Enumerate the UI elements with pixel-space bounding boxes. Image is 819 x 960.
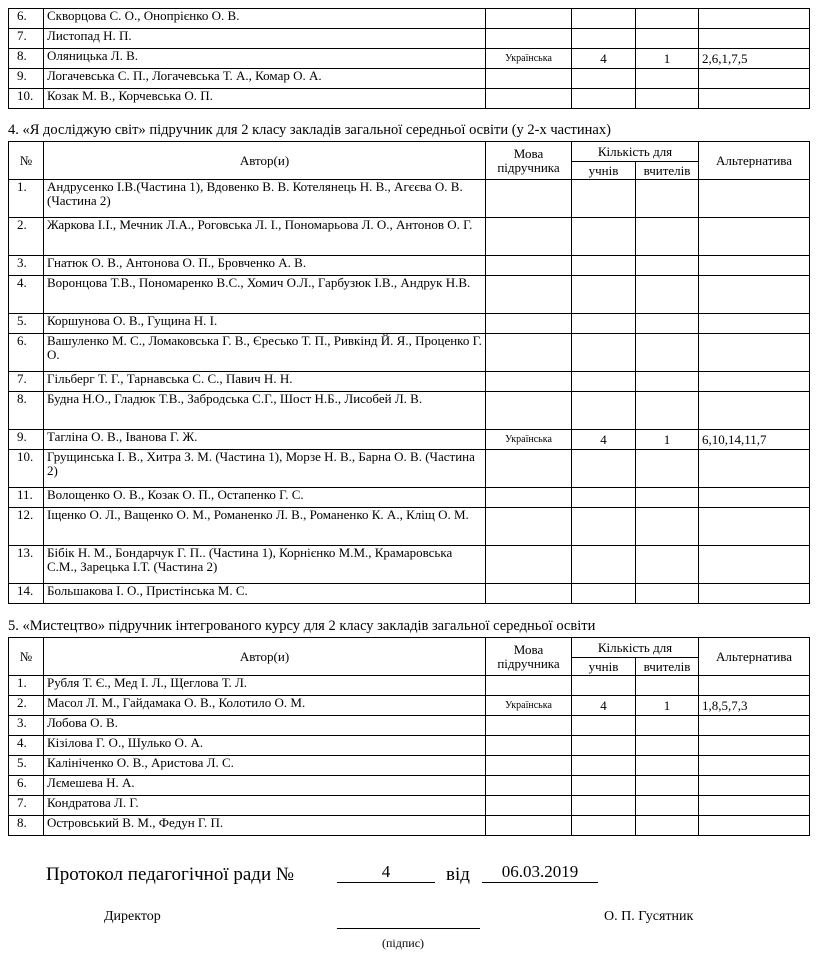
- row-language: [486, 736, 572, 756]
- row-authors: Будна Н.О., Гладюк Т.В., Забродська С.Г., Шост Н.Б., Лисобей Л. В.: [44, 392, 486, 430]
- row-alternative: 6,10,14,11,7: [699, 430, 810, 450]
- row-students-count: [572, 9, 636, 29]
- table-row: [9, 314, 810, 334]
- row-students-count: 4: [572, 49, 636, 69]
- row-number: 5.: [9, 314, 44, 334]
- row-alternative: [699, 736, 810, 756]
- row-students-count: [572, 676, 636, 696]
- header-students: учнів: [572, 162, 636, 180]
- row-authors: Кондратова Л. Г.: [44, 796, 486, 816]
- table-row: [9, 276, 810, 314]
- row-number: 5.: [9, 756, 44, 776]
- row-number: 13.: [9, 546, 44, 584]
- row-students-count: [572, 546, 636, 584]
- table-row: [9, 816, 810, 836]
- row-language: [486, 676, 572, 696]
- row-number: 3.: [9, 256, 44, 276]
- row-students-count: [572, 180, 636, 218]
- row-alternative: [699, 584, 810, 604]
- header-language: Мова підручника: [486, 142, 572, 180]
- row-number: 6.: [9, 776, 44, 796]
- table-row: [9, 736, 810, 756]
- row-language: Українська: [486, 696, 572, 716]
- row-alternative: [699, 314, 810, 334]
- row-number: 9.: [9, 69, 44, 89]
- header-authors: Автор(и): [44, 638, 486, 676]
- table-row: [9, 372, 810, 392]
- signature-caption: (підпис): [382, 936, 425, 950]
- table-row: [9, 256, 810, 276]
- table-row: [9, 450, 810, 488]
- row-number: 4.: [9, 276, 44, 314]
- row-teachers-count: [636, 89, 699, 109]
- header-students: учнів: [572, 658, 636, 676]
- row-number: 12.: [9, 508, 44, 546]
- row-number: 7.: [9, 29, 44, 49]
- row-teachers-count: 1: [636, 696, 699, 716]
- table-row: [9, 508, 810, 546]
- row-alternative: [699, 546, 810, 584]
- row-authors: Островський В. М., Федун Г. П.: [44, 816, 486, 836]
- row-number: 8.: [9, 816, 44, 836]
- row-students-count: [572, 89, 636, 109]
- row-teachers-count: [636, 546, 699, 584]
- row-alternative: [699, 9, 810, 29]
- row-number: 10.: [9, 89, 44, 109]
- row-authors: Масол Л. М., Гайдамака О. В., Колотило О. М.: [44, 696, 486, 716]
- row-alternative: [699, 716, 810, 736]
- row-students-count: [572, 716, 636, 736]
- row-number: 8.: [9, 49, 44, 69]
- row-language: [486, 9, 572, 29]
- protocol-number: 4: [337, 862, 435, 883]
- row-number: 9.: [9, 430, 44, 450]
- row-teachers-count: [636, 584, 699, 604]
- row-authors: Тагліна О. В., Іванова Г. Ж.: [44, 430, 486, 450]
- row-number: 2.: [9, 696, 44, 716]
- row-teachers-count: [636, 372, 699, 392]
- row-teachers-count: [636, 276, 699, 314]
- row-alternative: [699, 334, 810, 372]
- header-alternative: Альтернатива: [699, 142, 810, 180]
- row-students-count: [572, 756, 636, 776]
- row-students-count: [572, 372, 636, 392]
- row-language: [486, 218, 572, 256]
- row-authors: Гнатюк О. В., Антонова О. П., Бровченко А. В.: [44, 256, 486, 276]
- row-students-count: 4: [572, 430, 636, 450]
- table-row: [9, 776, 810, 796]
- row-authors: Скворцова С. О., Онопрієнко О. В.: [44, 9, 486, 29]
- row-teachers-count: [636, 756, 699, 776]
- row-students-count: [572, 256, 636, 276]
- row-authors: Оляницька Л. В.: [44, 49, 486, 69]
- row-authors: Рубля Т. Є., Мед І. Л., Щеглова Т. Л.: [44, 676, 486, 696]
- row-teachers-count: [636, 776, 699, 796]
- header-quantity: Кількість для: [572, 142, 699, 162]
- row-authors: Андрусенко І.В.(Частина 1), Вдовенко В. В. Котелянець Н. В., Агєєва О. В. (Частина 2): [44, 180, 486, 218]
- table-row: [9, 89, 810, 109]
- row-language: [486, 314, 572, 334]
- row-number: 14.: [9, 584, 44, 604]
- row-alternative: 2,6,1,7,5: [699, 49, 810, 69]
- row-teachers-count: [636, 29, 699, 49]
- row-alternative: [699, 372, 810, 392]
- row-teachers-count: [636, 256, 699, 276]
- row-language: [486, 796, 572, 816]
- table-previous-section: [8, 8, 810, 109]
- section-4-title: 4. «Я досліджую світ» підручник для 2 класу закладів загальної середньої освіти (у 2-х частинах): [8, 122, 611, 138]
- row-language: Українська: [486, 430, 572, 450]
- header-quantity: Кількість для: [572, 638, 699, 658]
- row-alternative: [699, 256, 810, 276]
- row-number: 1.: [9, 676, 44, 696]
- row-number: 1.: [9, 180, 44, 218]
- row-authors: Іщенко О. Л., Ващенко О. М., Романенко Л. В., Романенко К. А., Кліщ О. М.: [44, 508, 486, 546]
- row-authors: Лобова О. В.: [44, 716, 486, 736]
- row-students-count: [572, 584, 636, 604]
- row-language: [486, 508, 572, 546]
- row-teachers-count: [636, 508, 699, 546]
- row-students-count: [572, 276, 636, 314]
- row-language: [486, 29, 572, 49]
- row-teachers-count: [636, 218, 699, 256]
- header-num: №: [9, 638, 44, 676]
- row-students-count: [572, 816, 636, 836]
- row-alternative: [699, 816, 810, 836]
- table-row: [9, 49, 810, 69]
- row-language: [486, 546, 572, 584]
- row-authors: Гільберг Т. Г., Тарнавська С. С., Павич Н. Н.: [44, 372, 486, 392]
- row-students-count: [572, 218, 636, 256]
- row-alternative: [699, 218, 810, 256]
- row-language: [486, 89, 572, 109]
- row-authors: Калініченко О. В., Аристова Л. С.: [44, 756, 486, 776]
- row-authors: Козак М. В., Корчевська О. П.: [44, 89, 486, 109]
- row-teachers-count: [636, 9, 699, 29]
- table-row: [9, 488, 810, 508]
- header-language: Мова підручника: [486, 638, 572, 676]
- row-alternative: [699, 392, 810, 430]
- row-language: [486, 716, 572, 736]
- row-teachers-count: [636, 334, 699, 372]
- header-authors: Автор(и): [44, 142, 486, 180]
- row-number: 7.: [9, 796, 44, 816]
- row-language: [486, 584, 572, 604]
- row-number: 2.: [9, 218, 44, 256]
- table-row: [9, 430, 810, 450]
- row-teachers-count: 1: [636, 49, 699, 69]
- signature-line: [337, 928, 480, 929]
- header-alternative: Альтернатива: [699, 638, 810, 676]
- table-row: [9, 796, 810, 816]
- row-alternative: [699, 676, 810, 696]
- row-students-count: [572, 314, 636, 334]
- table-row: [9, 29, 810, 49]
- table-row: [9, 756, 810, 776]
- row-alternative: [699, 796, 810, 816]
- row-authors: Волощенко О. В., Козак О. П., Остапенко Г. С.: [44, 488, 486, 508]
- row-language: [486, 276, 572, 314]
- row-alternative: [699, 508, 810, 546]
- row-authors: Кізілова Г. О., Шулько О. А.: [44, 736, 486, 756]
- row-number: 3.: [9, 716, 44, 736]
- row-authors: Жаркова І.І., Мечник Л.А., Роговська Л. І., Пономарьова Л. О., Антонов О. Г.: [44, 218, 486, 256]
- director-label: Директор: [104, 909, 161, 924]
- section-5-title: 5. «Мистецтво» підручник інтегрованого курсу для 2 класу закладів загальної середньої освіти: [8, 618, 596, 634]
- row-number: 6.: [9, 334, 44, 372]
- row-authors: Логачевська С. П., Логачевська Т. А., Комар О. А.: [44, 69, 486, 89]
- row-number: 6.: [9, 9, 44, 29]
- row-authors: Вашуленко М. С., Ломаковська Г. В., Єресько Т. П., Ривкінд Й. Я., Проценко Г. О.: [44, 334, 486, 372]
- row-teachers-count: [636, 392, 699, 430]
- header-teachers: вчителів: [636, 658, 699, 676]
- row-students-count: [572, 776, 636, 796]
- row-students-count: [572, 392, 636, 430]
- row-teachers-count: [636, 314, 699, 334]
- row-number: 4.: [9, 736, 44, 756]
- row-language: [486, 756, 572, 776]
- row-students-count: [572, 508, 636, 546]
- protocol-label: Протокол педагогічної ради №: [46, 864, 295, 885]
- row-language: [486, 69, 572, 89]
- row-authors: Воронцова Т.В., Пономаренко В.С., Хомич О.Л., Гарбузюк І.В., Андрук Н.В.: [44, 276, 486, 314]
- row-language: [486, 816, 572, 836]
- row-alternative: [699, 488, 810, 508]
- table-row: [9, 584, 810, 604]
- row-authors: Коршунова О. В., Гущина Н. І.: [44, 314, 486, 334]
- row-alternative: [699, 180, 810, 218]
- row-students-count: [572, 29, 636, 49]
- table-row: [9, 676, 810, 696]
- table-row: [9, 392, 810, 430]
- header-teachers: вчителів: [636, 162, 699, 180]
- row-authors: Бібік Н. М., Бондарчук Г. П.. (Частина 1), Корнієнко М.М., Крамаровська С.М., Зарецька І.Т. (Частина 2): [44, 546, 486, 584]
- row-number: 8.: [9, 392, 44, 430]
- row-teachers-count: [636, 736, 699, 756]
- header-num: №: [9, 142, 44, 180]
- row-language: [486, 334, 572, 372]
- row-students-count: [572, 334, 636, 372]
- director-name: О. П. Гусятник: [604, 909, 694, 924]
- row-language: [486, 256, 572, 276]
- row-teachers-count: [636, 796, 699, 816]
- row-students-count: [572, 450, 636, 488]
- row-teachers-count: [636, 450, 699, 488]
- row-authors: Листопад Н. П.: [44, 29, 486, 49]
- table-section-4: [8, 141, 810, 604]
- row-teachers-count: [636, 676, 699, 696]
- row-teachers-count: [636, 69, 699, 89]
- row-teachers-count: [636, 488, 699, 508]
- row-students-count: [572, 69, 636, 89]
- table-row: [9, 546, 810, 584]
- row-alternative: [699, 29, 810, 49]
- table-row: [9, 69, 810, 89]
- row-students-count: [572, 736, 636, 756]
- row-number: 10.: [9, 450, 44, 488]
- row-language: Українська: [486, 49, 572, 69]
- table-row: [9, 9, 810, 29]
- table-row: [9, 716, 810, 736]
- row-alternative: [699, 89, 810, 109]
- protocol-date: 06.03.2019: [482, 862, 598, 883]
- table-section-5: [8, 637, 810, 836]
- row-teachers-count: [636, 180, 699, 218]
- row-language: [486, 450, 572, 488]
- row-teachers-count: [636, 816, 699, 836]
- row-alternative: [699, 276, 810, 314]
- row-language: [486, 180, 572, 218]
- row-authors: Лємешева Н. А.: [44, 776, 486, 796]
- row-students-count: [572, 488, 636, 508]
- row-language: [486, 776, 572, 796]
- row-alternative: [699, 450, 810, 488]
- row-number: 11.: [9, 488, 44, 508]
- row-teachers-count: [636, 716, 699, 736]
- row-students-count: 4: [572, 696, 636, 716]
- row-language: [486, 372, 572, 392]
- row-number: 7.: [9, 372, 44, 392]
- row-language: [486, 392, 572, 430]
- row-authors: Большакова І. О., Пристінська М. С.: [44, 584, 486, 604]
- table-row: [9, 334, 810, 372]
- date-label: від: [446, 864, 470, 885]
- row-authors: Грущинська І. В., Хитра З. М. (Частина 1), Морзе Н. В., Барна О. В. (Частина 2): [44, 450, 486, 488]
- row-teachers-count: 1: [636, 430, 699, 450]
- row-language: [486, 488, 572, 508]
- table-row: [9, 218, 810, 256]
- table-row: [9, 696, 810, 716]
- row-students-count: [572, 796, 636, 816]
- row-alternative: 1,8,5,7,3: [699, 696, 810, 716]
- row-alternative: [699, 756, 810, 776]
- row-alternative: [699, 776, 810, 796]
- row-alternative: [699, 69, 810, 89]
- table-row: [9, 180, 810, 218]
